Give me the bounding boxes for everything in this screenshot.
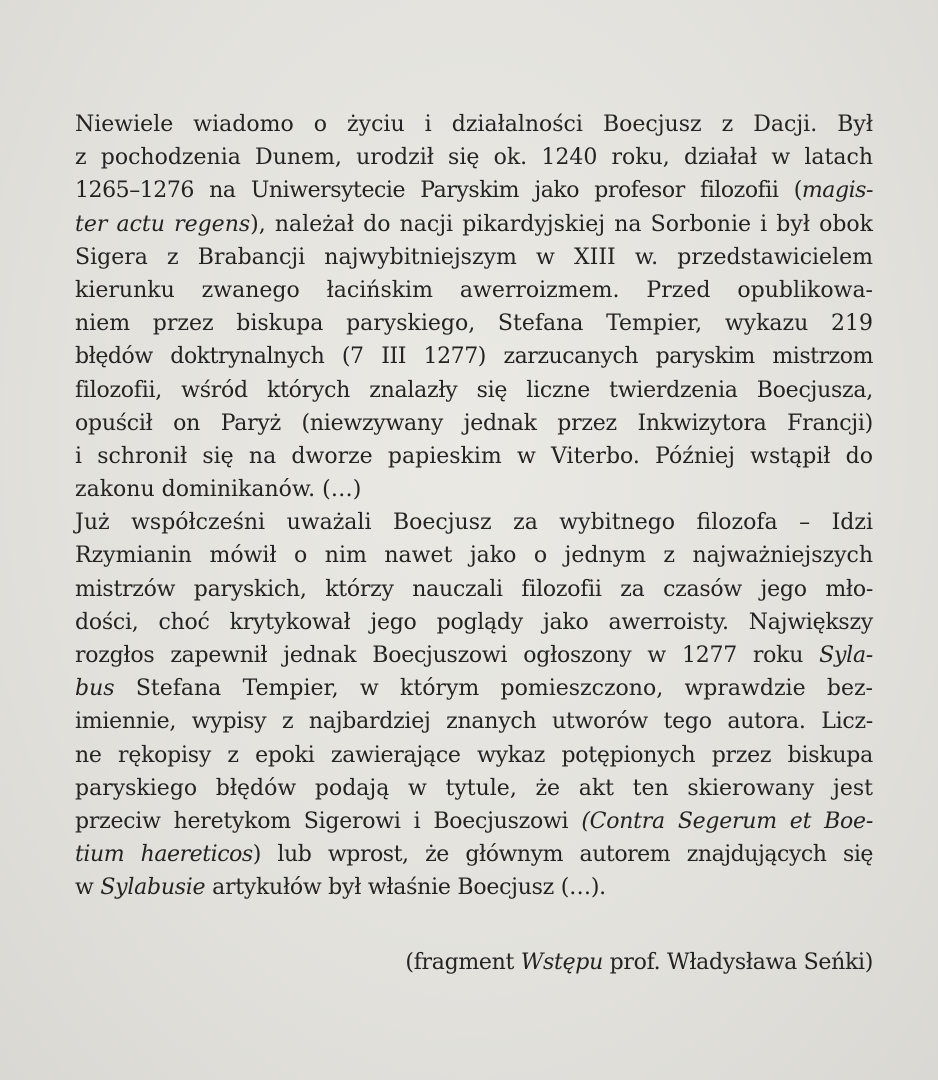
text-run: Rzymianin mówił o nim nawet jako o jednym z najważniejszych [75, 543, 873, 569]
text-run: ), należał do nacji pikardyjskiej na Sorbonie i był obok [250, 211, 873, 237]
text-line [75, 739, 873, 772]
text-line [75, 772, 873, 805]
text-run: ) lub wprost, że głównym autorem znajdujących się [252, 842, 873, 868]
italic-run: magis- [801, 178, 873, 204]
text-run: Stefana Tempier, w którym pomieszczono, wprawdzie bez- [114, 676, 873, 702]
text-run: z pochodzenia Dunem, urodził się ok. 1240 roku, działał w latach [75, 145, 873, 171]
italic-run: Syla- [819, 643, 873, 668]
attribution-suffix: prof. Władysława Seńki) [602, 950, 873, 975]
text-run: 1265–1276 na Uniwersytecie Paryskim jako profesor filozofii ( [75, 178, 802, 204]
text-line [75, 374, 873, 407]
text-run: mistrzów paryskich, którzy nauczali filozofii za czasów jego mło- [75, 576, 873, 602]
text-line [75, 805, 873, 838]
text-line [75, 340, 873, 373]
italic-run: ter actu regens [75, 211, 251, 237]
text-line [75, 473, 873, 506]
attribution-prefix: (fragment [405, 950, 521, 975]
text-run: Sigera z Brabancji najwybitniejszym w XIII w. przedstawicielem [75, 244, 873, 270]
text-run: dości, choć krytykował jego poglądy jako awerroisty. Największy [75, 609, 873, 635]
text-line [75, 274, 873, 307]
text-run: ne rękopisy z epoki zawierające wykaz potępionych przez biskupa [75, 742, 873, 768]
text-run: błędów doktrynalnych (7 III 1277) zarzucanych paryskim mistrzom [75, 344, 873, 370]
italic-run: Sylabusie [100, 875, 206, 901]
text-run: paryskiego błędów podają w tytule, że akt ten skierowany jest [75, 775, 873, 801]
text-line [75, 705, 873, 738]
text-line [75, 506, 873, 539]
text-run: niem przez biskupa paryskiego, Stefana Tempier, wykazu 219 [75, 311, 873, 337]
text-line [75, 606, 873, 639]
text-run: opuścił on Paryż (niewzywany jednak przez Inkwizytora Francji) [75, 410, 873, 436]
text-line [75, 174, 873, 207]
italic-run: bus [75, 676, 115, 702]
text-run: artykułów był właśnie Boecjusz (…). [205, 875, 606, 901]
text-line [75, 871, 873, 904]
text-line [75, 639, 873, 672]
text-line [75, 672, 873, 705]
italic-run: (Contra Segerum et Boe- [581, 808, 873, 834]
text-line [75, 407, 873, 440]
text-line [75, 440, 873, 473]
attribution [405, 946, 873, 979]
italic-run: tium haereticos [75, 842, 253, 868]
paragraph [75, 506, 873, 904]
text-line [75, 108, 873, 141]
text-run: przeciw heretykom Sigerowi i Boecjuszowi [75, 808, 582, 834]
text-run: kierunku zwanego łacińskim awerroizmem. Przed opublikowa- [75, 277, 873, 303]
text-run: rozgłos zapewnił jednak Boecjuszowi ogłoszony w 1277 roku [75, 643, 820, 668]
text-run: Już współcześni uważali Boecjusz za wybitnego filozofa – Idzi [75, 510, 873, 536]
text-run: filozofii, wśród których znalazły się liczne twierdzenia Boecjusza, [75, 377, 873, 403]
text-line [75, 307, 873, 340]
text-run: w [75, 875, 101, 901]
text-line [75, 208, 873, 241]
text-line [75, 141, 873, 174]
text-run: imiennie, wypisy z najbardziej znanych utworów tego autora. Licz- [75, 709, 873, 735]
body-text [75, 108, 873, 905]
text-run: i schronił się na dworze papieskim w Viterbo. Później wstąpił do [75, 443, 873, 469]
attribution-italic-title: Wstępu [520, 950, 603, 975]
text-line [75, 838, 873, 871]
text-line [75, 539, 873, 572]
text-line [75, 241, 873, 274]
paragraph [75, 108, 873, 506]
text-run: Niewiele wiadomo o życiu i działalności Boecjusz z Dacji. Był [75, 112, 873, 137]
text-run: zakonu dominikanów. (…) [75, 477, 362, 503]
text-line [75, 573, 873, 606]
